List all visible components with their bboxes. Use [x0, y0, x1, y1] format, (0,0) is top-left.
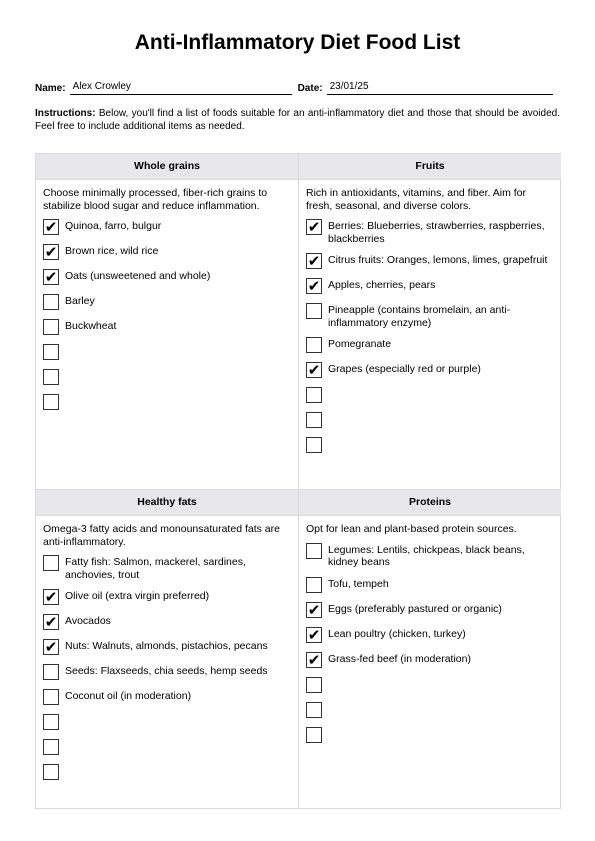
checkbox[interactable]: [43, 764, 59, 780]
checkmark-icon: ✔: [44, 268, 58, 286]
checklist-item-label: Coconut oil (in moderation): [65, 690, 192, 702]
checklist-item: [306, 302, 554, 329]
checkbox[interactable]: [43, 555, 59, 571]
checklist-item-label: Pineapple (contains bromelain, an anti-inflammatory enzyme): [328, 304, 511, 329]
checklist-item: [43, 713, 291, 731]
checkbox[interactable]: [306, 303, 322, 319]
checklist-item: [43, 554, 291, 581]
checkbox[interactable]: [306, 337, 322, 353]
checkmark-icon: ✔: [44, 243, 58, 261]
checklist-item-label: Buckwheat: [65, 320, 117, 332]
section-proteins: [299, 490, 561, 808]
checklist-item: [306, 651, 554, 669]
checklist-item: [306, 218, 554, 245]
checklist-item-label: Avocados: [65, 615, 111, 627]
checkbox-checked[interactable]: [43, 589, 59, 605]
checkbox-checked[interactable]: [306, 253, 322, 269]
checkbox[interactable]: [306, 412, 322, 428]
date-field: [298, 81, 553, 95]
checklist-item-label: Seeds: Flaxseeds, chia seeds, hemp seeds: [65, 665, 268, 677]
checklist-item-label: Lean poultry (chicken, turkey): [328, 627, 466, 640]
checkbox[interactable]: [306, 702, 322, 718]
checklist-item: [43, 588, 291, 606]
name-input[interactable]: Alex Crowley: [70, 81, 292, 95]
checklist-item-label: Tofu, tempeh: [328, 577, 389, 590]
date-label: Date:: [297, 83, 323, 94]
checkbox[interactable]: [306, 437, 322, 453]
checklist-item: [306, 576, 554, 594]
checklist-item: [43, 218, 291, 236]
checkbox[interactable]: [43, 394, 59, 410]
checkmark-icon: ✔: [307, 361, 321, 379]
checkbox-checked[interactable]: [306, 362, 322, 378]
checklist-item-label: Olive oil (extra virgin preferred): [65, 590, 210, 602]
section-body: [36, 516, 298, 781]
instructions: [35, 108, 560, 133]
checklist-item-label: Barley: [65, 295, 95, 307]
checklist-item: [306, 386, 554, 404]
checkbox[interactable]: [43, 294, 59, 310]
section-heading: Proteins: [299, 490, 561, 516]
section-whole-grains: [36, 154, 299, 490]
checklist-item: [43, 638, 291, 656]
checklist-item: [306, 726, 554, 744]
checklist-item: [306, 277, 554, 295]
section-body: [299, 516, 561, 744]
checkbox-checked[interactable]: [43, 244, 59, 260]
section-body: [36, 180, 298, 411]
checkbox-checked[interactable]: [306, 627, 322, 643]
checklist-item: [43, 368, 291, 386]
checkmark-icon: ✔: [307, 252, 321, 270]
section-heading: Whole grains: [36, 154, 298, 180]
checklist-item: [43, 268, 291, 286]
checkmark-icon: ✔: [307, 650, 321, 669]
checklist-item: [306, 542, 554, 569]
checkbox[interactable]: [43, 344, 59, 360]
checkbox-checked[interactable]: [306, 278, 322, 294]
checklist-item-label: Quinoa, farro, bulgur: [65, 220, 162, 232]
section-description: Rich in antioxidants, vitamins, and fiber. Aim for fresh, seasonal, and diverse colors.: [306, 187, 527, 212]
section-heading: Healthy fats: [36, 490, 298, 516]
checkbox-checked[interactable]: [43, 639, 59, 655]
checklist-item-label: Legumes: Lentils, chickpeas, black beans, kidney beans: [328, 543, 525, 568]
checklist: [306, 218, 554, 454]
checkbox[interactable]: [43, 739, 59, 755]
checklist-item: [43, 663, 291, 681]
checklist-item-label: Brown rice, wild rice: [65, 245, 159, 257]
checkmark-icon: ✔: [44, 638, 58, 656]
checklist-item: [306, 626, 554, 644]
checklist-item: [306, 411, 554, 429]
checklist-item: [306, 252, 554, 270]
checklist-item: [43, 243, 291, 261]
checklist-item-label: Grapes (especially red or purple): [328, 363, 481, 375]
page-title: Anti-Inflammatory Diet Food List: [134, 31, 461, 54]
checkbox[interactable]: [43, 319, 59, 335]
checklist-item: [306, 361, 554, 379]
checkbox[interactable]: [43, 714, 59, 730]
checkbox-checked[interactable]: [43, 219, 59, 235]
food-list-grid: [35, 153, 561, 809]
checkmark-icon: ✔: [44, 613, 58, 631]
checklist-item: [306, 676, 554, 694]
section-description: Opt for lean and plant-based protein sources.: [306, 523, 517, 535]
checkmark-icon: ✔: [44, 588, 58, 606]
checkbox-checked[interactable]: [306, 219, 322, 235]
checkmark-icon: ✔: [307, 600, 321, 619]
checklist-item-label: Grass-fed beef (in moderation): [328, 652, 471, 665]
checklist-item: [306, 336, 554, 354]
checkbox[interactable]: [43, 369, 59, 385]
section-heading: Fruits: [299, 154, 561, 180]
checkbox[interactable]: [306, 387, 322, 403]
section-description: Choose minimally processed, fiber-rich grains to stabilize blood sugar and reduce inflammation.: [43, 187, 268, 212]
checkbox[interactable]: [43, 689, 59, 705]
checklist: [43, 218, 291, 411]
instructions-text: Below, you'll find a list of foods suitable for an anti-inflammatory diet and those that should be avoided. Feel free to include additional items as needed.: [35, 108, 560, 132]
header-fields: [35, 81, 560, 95]
section-body: [299, 180, 561, 454]
checklist-item: [43, 738, 291, 756]
checkbox[interactable]: [306, 543, 322, 559]
checkmark-icon: ✔: [307, 277, 321, 295]
checkbox[interactable]: [306, 577, 322, 593]
checkbox-checked[interactable]: [306, 652, 322, 668]
checkmark-icon: ✔: [307, 625, 321, 644]
checklist-item: [306, 601, 554, 619]
section-description: Omega-3 fatty acids and monounsaturated fats are anti-inflammatory.: [43, 523, 280, 548]
name-label: Name:: [35, 83, 66, 94]
checkbox[interactable]: [306, 727, 322, 743]
checkbox[interactable]: [306, 677, 322, 693]
date-input[interactable]: 23/01/25: [327, 81, 553, 95]
checklist-item: [43, 318, 291, 336]
checklist: [306, 542, 554, 744]
checklist-item: [306, 701, 554, 719]
checklist-item-label: Nuts: Walnuts, almonds, pistachios, pecans: [65, 640, 268, 652]
checklist-item: [43, 613, 291, 631]
checkmark-icon: ✔: [44, 218, 58, 236]
checkmark-icon: ✔: [307, 218, 321, 236]
checklist: [43, 554, 291, 781]
checklist-item: [43, 763, 291, 781]
checklist-item-label: Citrus fruits: Oranges, lemons, limes, grapefruit: [328, 254, 548, 266]
instructions-label: Instructions:: [35, 108, 96, 119]
checkbox[interactable]: [43, 664, 59, 680]
checklist-item: [43, 293, 291, 311]
checklist-item: [43, 393, 291, 411]
checklist-item-label: Berries: Blueberries, strawberries, raspberries, blackberries: [328, 220, 545, 245]
checkbox-checked[interactable]: [43, 614, 59, 630]
checklist-item: [43, 343, 291, 361]
checklist-item-label: Eggs (preferably pastured or organic): [328, 602, 502, 615]
checkbox-checked[interactable]: [43, 269, 59, 285]
name-field: [35, 81, 292, 95]
section-healthy-fats: [36, 490, 299, 808]
section-fruits: [299, 154, 561, 490]
checkbox-checked[interactable]: [306, 602, 322, 618]
checklist-item-label: Fatty fish: Salmon, mackerel, sardines, anchovies, trout: [65, 556, 246, 581]
checklist-item-label: Pomegranate: [328, 338, 392, 350]
checklist-item-label: Apples, cherries, pears: [328, 279, 436, 291]
checklist-item: [306, 436, 554, 454]
checklist-item-label: Oats (unsweetened and whole): [65, 270, 211, 282]
checklist-item: [43, 688, 291, 706]
